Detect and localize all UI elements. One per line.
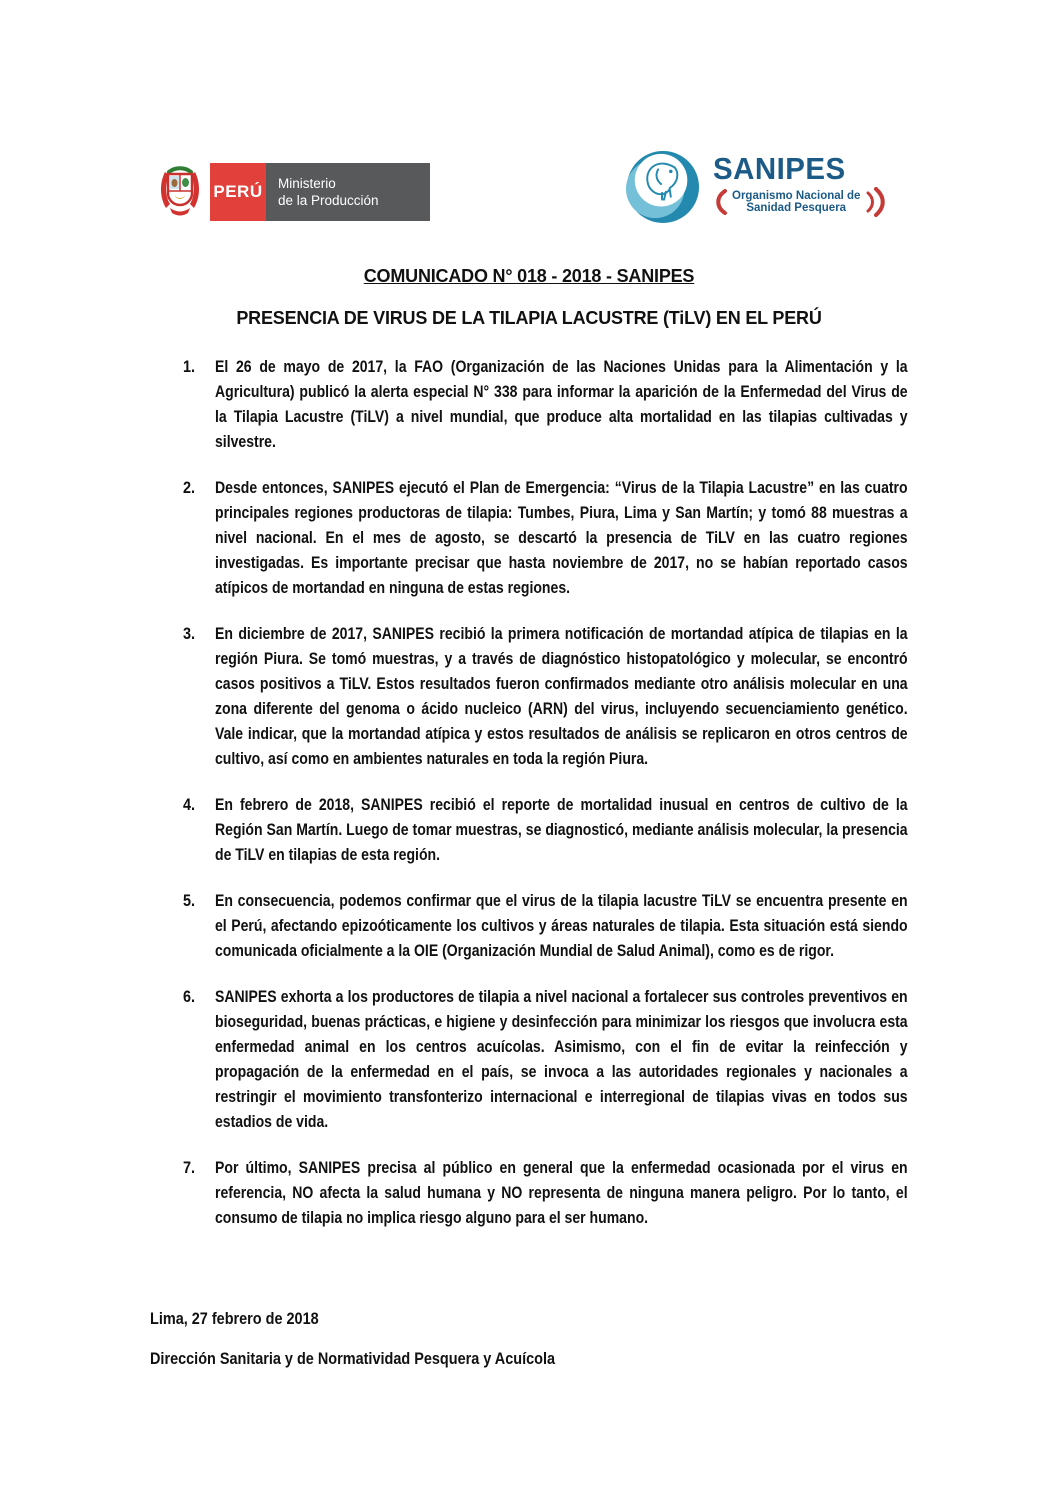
peru-label-box	[210, 163, 266, 221]
communique-list	[150, 354, 908, 1251]
list-item-3	[150, 621, 908, 771]
list-item-text: Desde entonces, SANIPES ejecutó el Plan de Emergencia: “Virus de la Tilapia Lacustre” en las cuatro principales regiones productoras de tilapia: Tumbes, Piura, Lima y San Martín; y tomó 88 muestras a nivel nacional. En el mes de agosto, se descartó la presencia de TiLV en las cuatro regiones investigadas. Es importante precisar que hasta noviembre de 2017, no se habían reportado casos atípicos de mortandad en ninguna de estas regiones.	[215, 478, 908, 597]
ministry-name-box	[266, 163, 430, 221]
peru-ministry-logo	[150, 163, 430, 221]
sanipes-tagline	[713, 187, 886, 217]
list-item-2	[150, 475, 908, 600]
list-item-text: SANIPES exhorta a los productores de tilapia a nivel nacional a fortalecer sus controles preventivos en bioseguridad, buenas prácticas, e higiene y desinfección para minimizar los riesgos que involucra esta enfermedad animal en los centros acuícolas. Asimismo, con el fin de evitar la reinfección y propagación de la enfermedad en el país, se invoca a las autoridades regionales y nacionales a restringir el movimiento transfonterizo internacional e interregional de tilapias vivas en todos sus estadios de vida.	[215, 987, 908, 1131]
list-item-6	[150, 984, 908, 1134]
red-swoosh-left-icon	[713, 188, 728, 216]
list-item-text: Por último, SANIPES precisa al público en general que la enfermedad ocasionada por el virus en referencia, NO afecta la salud humana y NO representa de ninguna manera peligro. Por lo tanto, el consumo de tilapia no implica riesgo alguno para el ser humano.	[215, 1158, 908, 1227]
document-subtitle: PRESENCIA DE VIRUS DE LA TILAPIA LACUSTRE (TiLV) EN EL PERÚ	[236, 308, 822, 328]
signature-line: Dirección Sanitaria y de Normatividad Pesquera y Acuícola	[150, 1349, 556, 1368]
sanipes-logo	[626, 148, 886, 224]
peru-label: PERÚ	[213, 182, 263, 201]
list-item-4	[150, 792, 908, 867]
fish-circle-icon	[626, 148, 700, 224]
list-item-text: En consecuencia, podemos confirmar que el virus de la tilapia lacustre TiLV se encuentra presente en el Perú, afectando epizoóticamente los cultivos y áreas naturales de tilapia. Esta situación está siendo comunicada oficialmente a la OIE (Organización Mundial de Salud Animal), como es de rigor.	[215, 891, 908, 960]
ministry-line-1: Ministerio	[278, 176, 336, 191]
peru-coat-of-arms-icon	[150, 163, 210, 221]
sanipes-wordmark: SANIPES	[713, 151, 846, 186]
list-item-1	[150, 354, 908, 454]
date-line: Lima, 27 febrero de 2018	[150, 1309, 319, 1328]
list-item-7	[150, 1155, 908, 1230]
document-title: COMUNICADO N° 018 - 2018 - SANIPES	[363, 266, 695, 286]
list-item-5	[150, 888, 908, 963]
list-item-text: El 26 de mayo de 2017, la FAO (Organización de las Naciones Unidas para la Alimentación y la Agricultura) publicó la alerta especial N° 338 para informar la aparición de la Enfermedad del Virus de la Tilapia Lacustre (TiLV) a nivel mundial, que produce alta mortalidad en las tilapias cultivadas y silvestre.	[215, 357, 908, 451]
sanipes-tagline-line-2: Sanidad Pesquera	[746, 202, 847, 214]
sanipes-tagline-line-1: Organismo Nacional de	[732, 189, 861, 202]
list-item-text: En diciembre de 2017, SANIPES recibió la primera notificación de mortandad atípica de tilapias en la región Piura. Se tomó muestras, y a través de diagnóstico histopatológico y molecular, se encontró casos positivos a TiLV. Estos resultados fueron confirmados mediante otro análisis molecular en una zona diferente del genoma o ácido nucleico (ARN) del virus, incluyendo secuenciamiento genético. Vale indicar, que la mortandad atípica y estos resultados de análisis se replicaron en otros centros de cultivo, así como en ambientes naturales en toda la región Piura.	[215, 624, 908, 768]
list-item-text: En febrero de 2018, SANIPES recibió el reporte de mortalidad inusual en centros de cultivo de la Región San Martín. Luego de tomar muestras, se diagnosticó, mediante análisis molecular, la presencia de TiLV en tilapias de esta región.	[215, 795, 908, 864]
ministry-line-2: de la Producción	[278, 193, 379, 208]
red-swoosh-right-icon	[864, 187, 886, 217]
